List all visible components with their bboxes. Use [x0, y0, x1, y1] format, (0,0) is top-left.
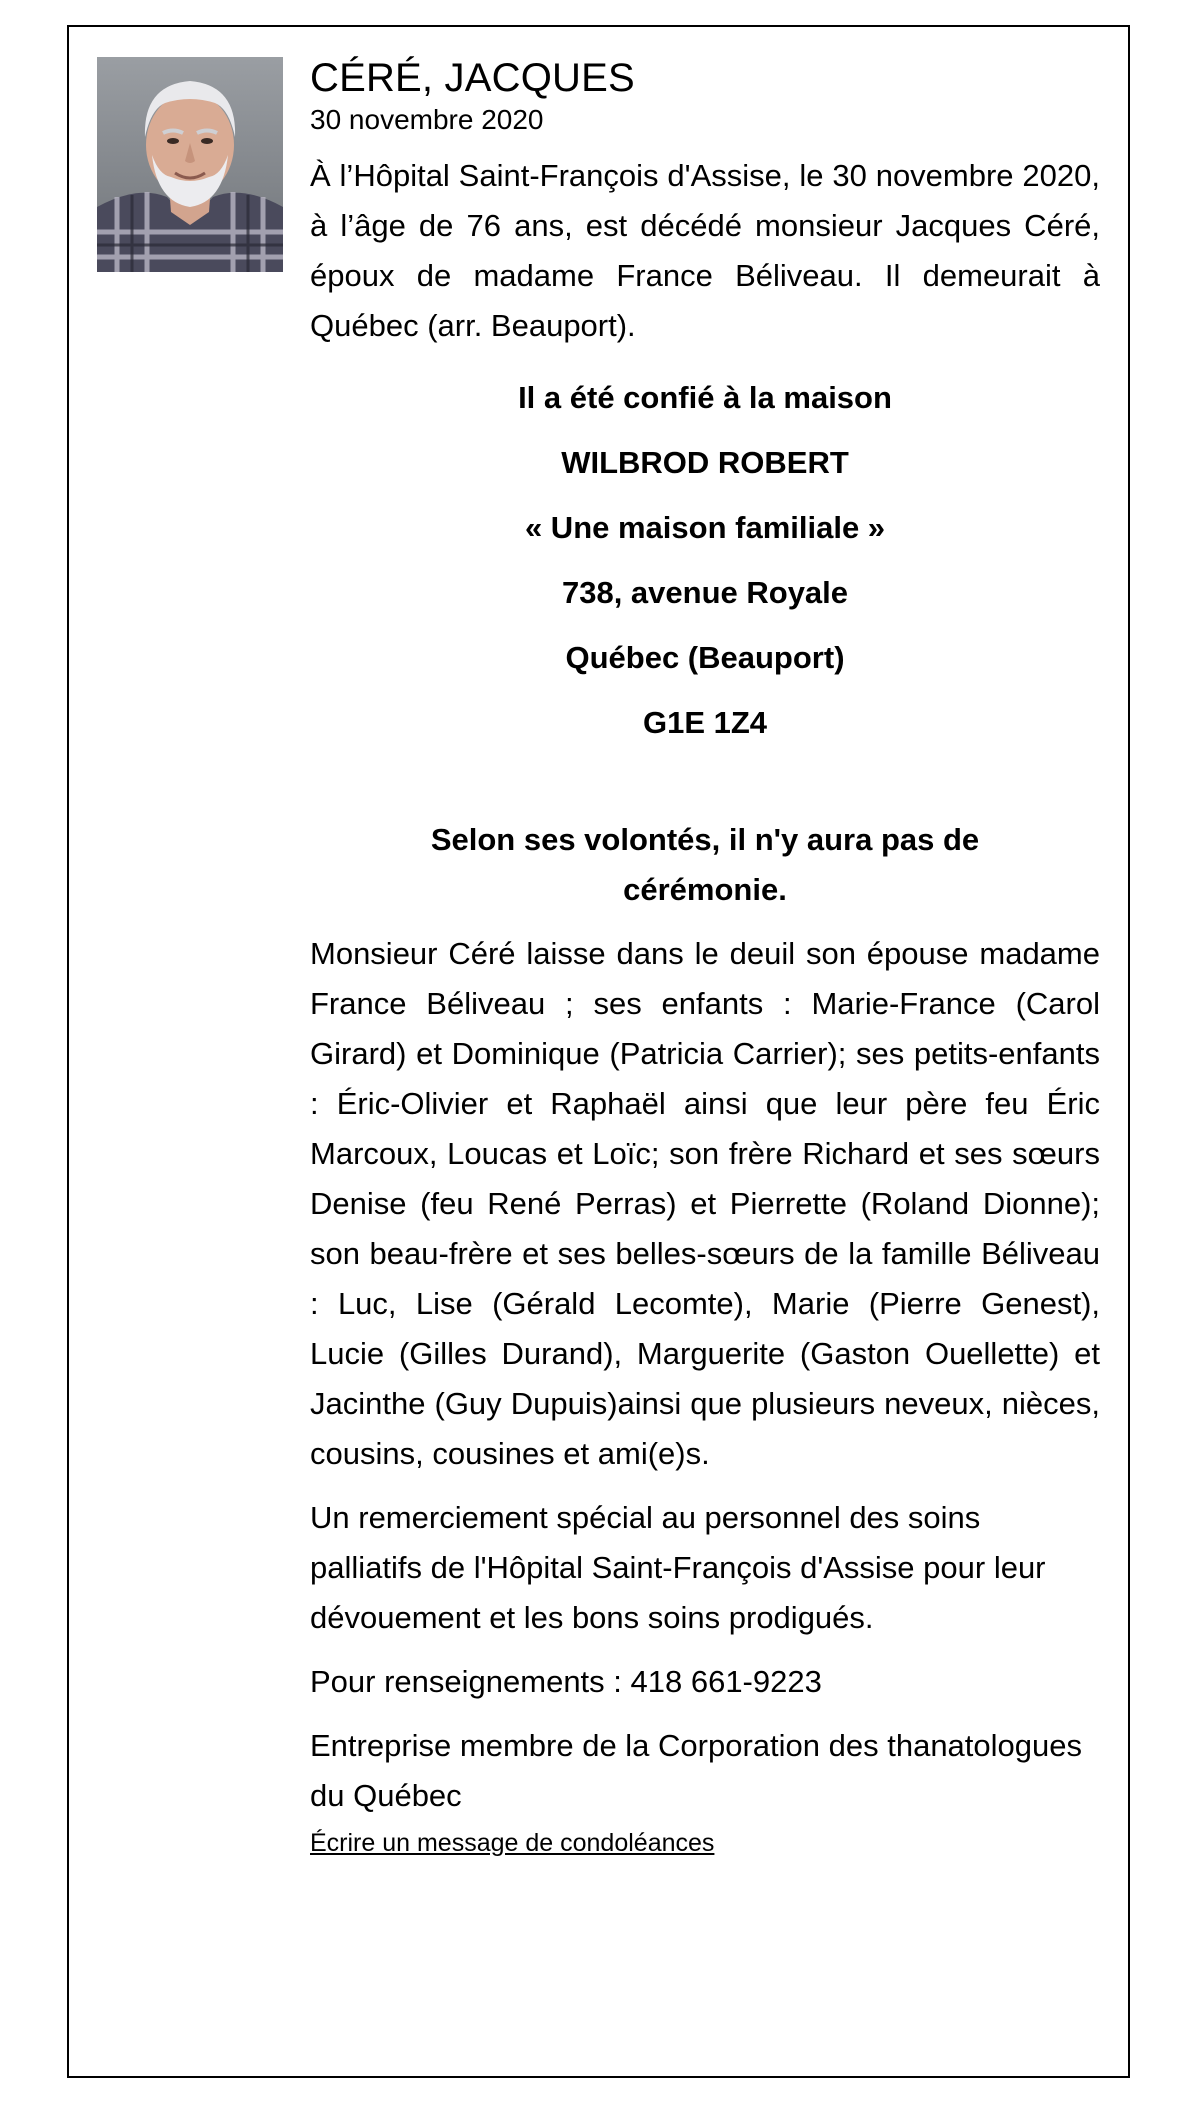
- condolences-link[interactable]: Écrire un message de condoléances: [310, 1829, 715, 1857]
- info-phone: Pour renseignements : 418 661-9223: [310, 1664, 822, 1699]
- funeral-home-postal-code: G1E 1Z4: [642, 705, 768, 740]
- ceremony-wishes: Selon ses volontés, il n'y aura pas de cérémonie.: [430, 822, 980, 907]
- deceased-name: CÉRÉ, JACQUES: [310, 56, 635, 100]
- thanks-paragraph: Un remerciement spécial au personnel des soins palliatifs de l'Hôpital Saint-François d'Assise pour leur dévouement et les bons soins prodigués.: [310, 1500, 1046, 1635]
- survivors-paragraph: Monsieur Céré laisse dans le deuil son épouse madame France Béliveau ; ses enfants : Marie-France (Carol Girard) et Dominique (Patricia Carrier); ses petits-enfants : Éric-Olivier et Raphaël ainsi que leur père feu Éric Marcoux, Loucas et Loïc; son frère Richard et ses sœurs Denise (feu René Perras) et Pierrette (Roland Dionne); son beau-frère et ses belles-sœurs de la famille Béliveau : Luc, Lise (Gérald Lecomte), Marie (Pierre Genest), Lucie (Gilles Durand), Marguerite (Gaston Ouellette) et Jacinthe (Guy Dupuis)ainsi que plusieurs neveux, nièces, cousins, cousines et ami(e)s.: [310, 936, 1100, 1471]
- membership-note: Entreprise membre de la Corporation des thanatologues du Québec: [310, 1728, 1083, 1813]
- funeral-home-block: [310, 365, 1100, 755]
- intro-paragraph: À l’Hôpital Saint-François d'Assise, le 30 novembre 2020, à l’âge de 76 ans, est décédé monsieur Jacques Céré, époux de madame France Béliveau. Il demeurait à Québec (arr. Beauport).: [310, 158, 1100, 343]
- funeral-home-city: Québec (Beauport): [565, 640, 845, 675]
- obituary-card: [67, 25, 1130, 2078]
- deceased-photo: [97, 57, 283, 272]
- funeral-home-slogan: « Une maison familiale »: [524, 510, 886, 545]
- death-date: 30 novembre 2020: [310, 104, 544, 135]
- obituary-content: [310, 55, 1100, 1859]
- funeral-home-line-1: Il a été confié à la maison: [518, 380, 892, 415]
- funeral-home-street: 738, avenue Royale: [561, 575, 849, 610]
- funeral-home-name: WILBROD ROBERT: [561, 445, 849, 480]
